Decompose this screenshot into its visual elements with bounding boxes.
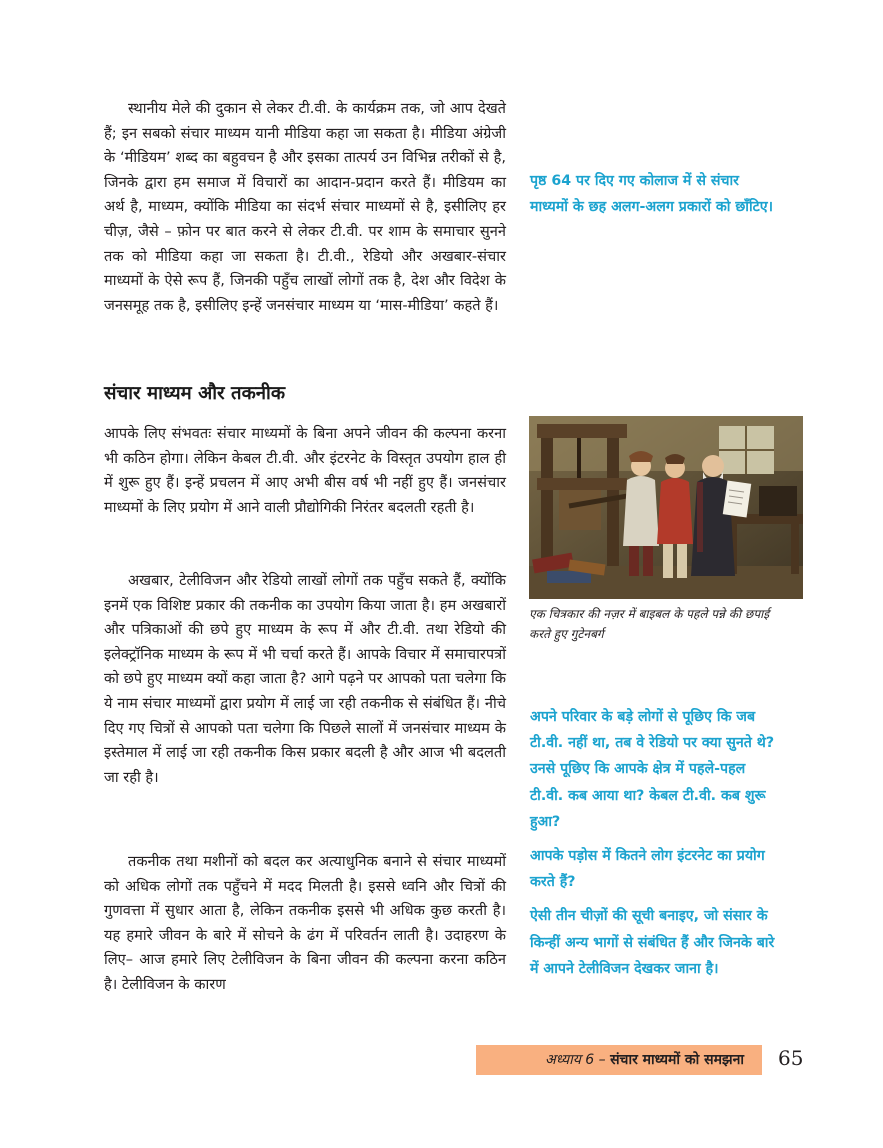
paragraph-text: तकनीक तथा मशीनों को बदल कर अत्याधुनिक बनाने से संचार माध्यमों को अधिक लोगों तक पहुँचने में मदद मिलती है। इससे ध्वनि और चित्रों की गुणवत्ता में सुधार आता है, लेकिन तकनीक इससे भी अधिक कुछ करती है। यह हमारे जीवन के बारे में सोचने के ढंग में परिवर्तन लाती है। उदाहरण के लिए– आज हमारे लिए टेलीविजन के बिना जीवन की कल्पना करना कठिन है। टेलीविजन के कारण: [104, 853, 506, 993]
paragraph-text: आपके लिए संभवतः संचार माध्यमों के बिना अपने जीवन की कल्पना करना भी कठिन होगा। लेकिन केबल टी.वी. और इंटरनेट के विस्तृत उपयोग हाल ही में शुरू हुए हैं। इन्हें प्रचलन में आए अभी बीस वर्ष भी नहीं हुए हैं। जनसंचार माध्यमों के लिए प्रयोग में आने वाली प्रौद्योगिकी निरंतर बदलती रहती है।: [104, 425, 506, 516]
section-heading: संचार माध्यम और तकनीक: [104, 383, 286, 404]
sidebar-question: आपके पड़ोस में कितने लोग इंटरनेट का प्रयोग करते हैं?: [530, 848, 765, 891]
technology-change-paragraph: [104, 850, 506, 998]
chapter-label: अध्याय 6 –: [545, 1052, 606, 1068]
chapter-name: संचार माध्यमों को समझना: [610, 1052, 744, 1068]
gutenberg-illustration: [529, 416, 803, 599]
sidebar-question: अपने परिवार के बड़े लोगों से पूछिए कि जब टी.वी. नहीं था, तब वे रेडियो पर क्या सुनते थे? उनसे पूछिए कि आपके क्षेत्र में पहले-पहल टी.वी. कब आया था? केबल टी.वी. कब शुरू हुआ?: [530, 709, 775, 830]
sidebar-question: ऐसी तीन चीज़ों की सूची बनाइए, जो संसार के किन्हीं अन्य भागों से संबंधित हैं और जिनके बारे में आपने टेलीविजन देखकर जाना है।: [530, 908, 775, 977]
sidebar-activity-1: [530, 168, 780, 220]
media-paragraph: [104, 569, 506, 790]
paragraph-text: अखबार, टेलीविजन और रेडियो लाखों लोगों तक पहुँच सकते हैं, क्योंकि इनमें एक विशिष्ट प्रकार की तकनीक का उपयोग किया जाता है। हम अखबारों और पत्रिकाओं की छपे हुए माध्यम के रूप में और टी.वी. तथा रेडियो की इलेक्ट्रॉनिक माध्यम के रूप में भी चर्चा करते हैं। आपके विचार में समाचारपत्रों को छपे हुए माध्यम क्यों कहा जाता है? आगे पढ़ने पर आपको पता चलेगा कि ये नाम संचार माध्यमों द्वारा प्रयोग में लाई जा रही तकनीक से संबंधित हैं। नीचे दिए गए चित्रों से आपको पता चलेगा कि पिछले सालों में जनसंचार माध्यम के इस्तेमाल में लाई जा रही तकनीक किस प्रकार बदली है और आज भी बदलती जा रही है।: [104, 572, 506, 786]
intro-paragraph: [104, 97, 506, 318]
page-number: 65: [778, 1046, 804, 1070]
tech-paragraph: [104, 422, 506, 520]
printing-press-picture: [529, 416, 803, 599]
sidebar-activity-2: [530, 704, 780, 982]
paragraph-text: स्थानीय मेले की दुकान से लेकर टी.वी. के कार्यक्रम तक, जो आप देखते हैं; इन सबको संचार माध्यम यानी मीडिया कहा जा सकता है। मीडिया अंग्रेजी के ‘मीडियम’ शब्द का बहुवचन है और इसका तात्पर्य उन विभिन्न तरीकों से है, जिनके द्वारा हम समाज में विचारों का आदान-प्रदान करते हैं। मीडियम का अर्थ है, माध्यम, क्योंकि मीडिया का संदर्भ संचार माध्यमों से है, इसीलिए हर चीज़, जैसे – फ़ोन पर बात करने से लेकर टी.वी. पर शाम के समाचार सुनने तक को मीडिया कहा जा सकता है। टी.वी., रेडियो और अखबार-संचार माध्यमों के ऐसे रूप हैं, जिनकी पहुँच लाखों लोगों तक है, देश और विदेश के जनसमूह तक है, इसीलिए इन्हें जनसंचार माध्यम या ‘मास-मीडिया’ कहते हैं।: [104, 100, 506, 314]
figure-caption: एक चित्रकार की नज़र में बाइबल के पहले पन्ने की छपाई करते हुए गुटेनबर्ग: [529, 607, 770, 641]
sidebar-question: पृष्ठ 64 पर दिए गए कोलाज में से संचार माध्यमों के छह अलग-अलग प्रकारों को छाँटिए।: [530, 173, 774, 216]
chapter-title: [545, 1050, 744, 1069]
chapter-footer-band: [476, 1045, 762, 1075]
